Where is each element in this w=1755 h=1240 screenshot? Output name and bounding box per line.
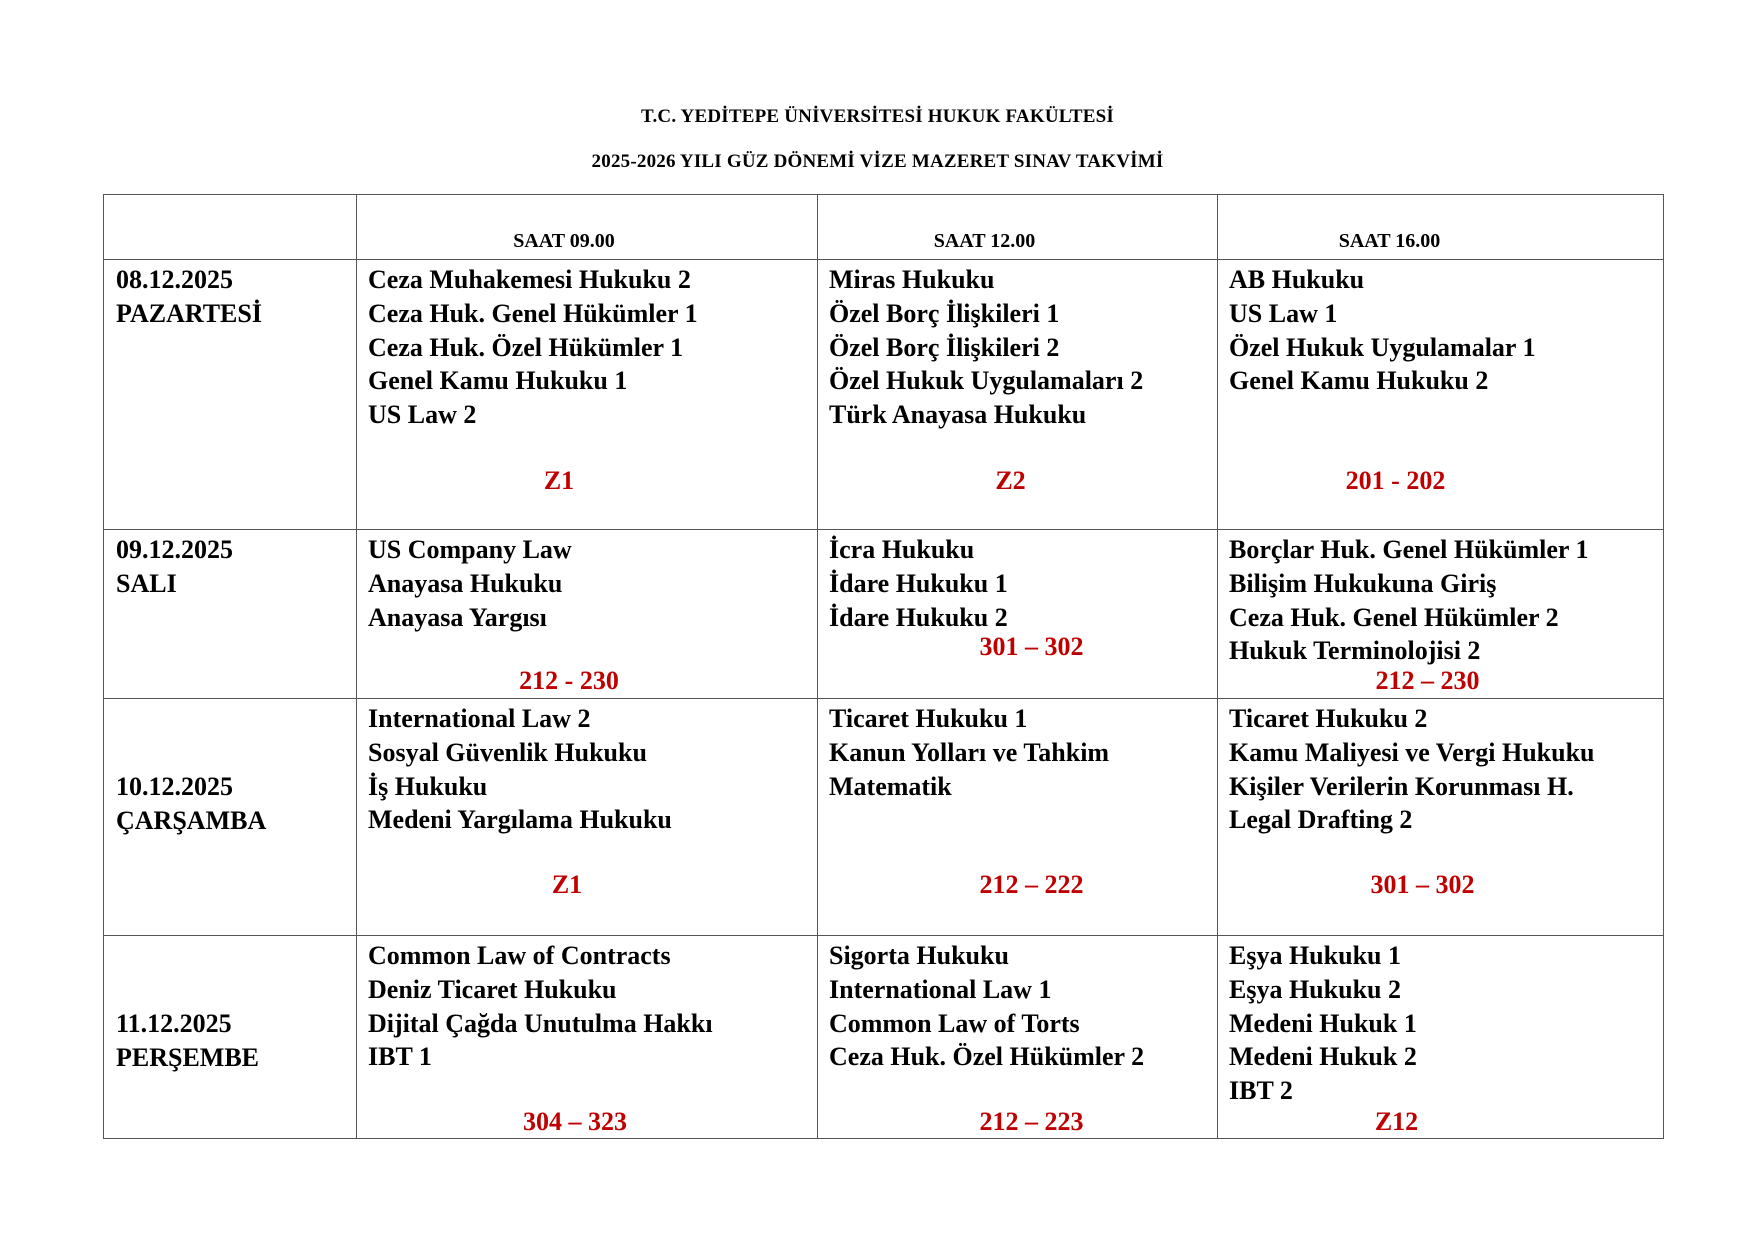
room-label: 212 - 230 xyxy=(519,666,619,695)
course-item: US Company Law xyxy=(368,535,572,564)
course-item: Özel Hukuk Uygulamaları 2 xyxy=(829,366,1144,396)
room-label: 212 – 222 xyxy=(979,870,1084,899)
day-weekday: PERŞEMBE xyxy=(116,1042,260,1072)
course-item: US Law 2 xyxy=(368,400,477,430)
course-item: Bilişim Hukukuna Giriş xyxy=(1229,568,1497,598)
course-item: Kanun Yolları ve Tahkim xyxy=(829,737,1110,767)
course-item: Deniz Ticaret Hukuku xyxy=(368,974,617,1004)
course-list xyxy=(1229,702,1663,837)
day-cell xyxy=(104,699,357,936)
course-item: Medeni Hukuk 1 xyxy=(1229,1008,1417,1038)
course-item: Özel Borç İlişkileri 1 xyxy=(829,298,1060,328)
exam-slot-cell xyxy=(1218,936,1664,1139)
course-item: IBT 2 xyxy=(1229,1076,1293,1106)
corner-cell xyxy=(104,195,357,260)
course-list xyxy=(368,702,817,837)
day-date: 11.12.2025 xyxy=(116,1009,232,1038)
course-list xyxy=(829,533,1217,634)
time-slot-header xyxy=(818,195,1218,260)
table-row xyxy=(104,260,1664,530)
exam-slot-cell xyxy=(1218,260,1664,530)
time-slot-header xyxy=(1218,195,1664,260)
course-item: Ticaret Hukuku 1 xyxy=(829,704,1028,733)
room-label: Z2 xyxy=(995,466,1026,495)
course-item: Genel Kamu Hukuku 1 xyxy=(368,366,628,396)
exam-slot-cell xyxy=(818,936,1218,1139)
exam-slot-cell xyxy=(818,530,1218,699)
day-weekday: ÇARŞAMBA xyxy=(116,805,267,835)
time-slot-label: SAAT 09.00 xyxy=(513,230,615,252)
course-item: İcra Hukuku xyxy=(829,535,975,564)
course-list xyxy=(368,533,817,634)
day-date: 10.12.2025 xyxy=(116,772,233,801)
course-item: Common Law of Contracts xyxy=(368,941,671,970)
course-item: Matematik xyxy=(829,771,952,801)
table-row xyxy=(104,936,1664,1139)
table-row xyxy=(104,699,1664,936)
room-label: 212 – 223 xyxy=(979,1107,1084,1136)
exam-schedule-table xyxy=(103,194,1664,1139)
course-item: Türk Anayasa Hukuku xyxy=(829,400,1087,430)
course-list xyxy=(1229,939,1663,1108)
course-item: Miras Hukuku xyxy=(829,265,995,294)
course-item: Hukuk Terminolojisi 2 xyxy=(1229,636,1481,666)
course-item: İdare Hukuku 1 xyxy=(829,568,1008,598)
room-label: 301 – 302 xyxy=(979,632,1084,661)
day-date: 09.12.2025 xyxy=(116,535,233,564)
course-list xyxy=(829,939,1217,1074)
course-item: Anayasa Yargısı xyxy=(368,602,547,632)
course-item: Ceza Huk. Genel Hükümler 1 xyxy=(368,298,698,328)
room-label: Z1 xyxy=(543,466,575,495)
room-label: 201 - 202 xyxy=(1345,466,1446,495)
course-item: Legal Drafting 2 xyxy=(1229,805,1413,835)
day-cell xyxy=(104,936,357,1139)
course-item: Ticaret Hukuku 2 xyxy=(1229,704,1428,733)
exam-slot-cell xyxy=(357,260,818,530)
course-list xyxy=(1229,533,1663,668)
course-list xyxy=(829,263,1217,432)
course-item: Borçlar Huk. Genel Hükümler 1 xyxy=(1229,535,1589,564)
course-item: Ceza Huk. Özel Hükümler 2 xyxy=(829,1042,1145,1072)
course-list xyxy=(1229,263,1663,398)
course-item: International Law 2 xyxy=(368,704,591,733)
course-item: Ceza Huk. Genel Hükümler 2 xyxy=(1229,602,1559,632)
exam-slot-cell xyxy=(1218,699,1664,936)
exam-slot-cell xyxy=(357,699,818,936)
course-item: Sosyal Güvenlik Hukuku xyxy=(368,737,647,767)
room-label: Z12 xyxy=(1374,1107,1419,1136)
day-cell xyxy=(104,260,357,530)
course-item: International Law 1 xyxy=(829,974,1052,1004)
header-row xyxy=(104,195,1664,260)
day-weekday: SALI xyxy=(116,568,177,598)
exam-slot-cell xyxy=(357,530,818,699)
course-item: Kamu Maliyesi ve Vergi Hukuku xyxy=(1229,737,1595,767)
course-item: AB Hukuku xyxy=(1229,265,1365,294)
course-list xyxy=(368,263,817,432)
course-item: Genel Kamu Hukuku 2 xyxy=(1229,366,1489,396)
course-list xyxy=(368,939,817,1074)
course-item: Common Law of Torts xyxy=(829,1008,1080,1038)
exam-slot-cell xyxy=(1218,530,1664,699)
course-item: Medeni Yargılama Hukuku xyxy=(368,805,672,835)
course-item: US Law 1 xyxy=(1229,298,1338,328)
exam-slot-cell xyxy=(357,936,818,1139)
course-item: İdare Hukuku 2 xyxy=(829,602,1008,632)
course-item: İş Hukuku xyxy=(368,771,488,801)
course-list xyxy=(829,702,1217,803)
course-item: Anayasa Hukuku xyxy=(368,568,563,598)
course-item: Kişiler Verilerin Korunması H. xyxy=(1229,771,1574,801)
day-date: 08.12.2025 xyxy=(116,265,233,294)
course-item: Özel Hukuk Uygulamalar 1 xyxy=(1229,332,1536,362)
course-item: Medeni Hukuk 2 xyxy=(1229,1042,1417,1072)
course-item: Eşya Hukuku 2 xyxy=(1229,974,1401,1004)
course-item: Eşya Hukuku 1 xyxy=(1229,941,1401,970)
time-slot-header xyxy=(357,195,818,260)
room-label: 301 – 302 xyxy=(1370,870,1475,899)
course-item: Özel Borç İlişkileri 2 xyxy=(829,332,1060,362)
course-item: Ceza Huk. Özel Hükümler 1 xyxy=(368,332,684,362)
room-label: 304 – 323 xyxy=(523,1107,627,1136)
course-item: Sigorta Hukuku xyxy=(829,941,1009,970)
time-slot-label: SAAT 16.00 xyxy=(1338,230,1441,252)
exam-slot-cell xyxy=(818,260,1218,530)
exam-slot-cell xyxy=(818,699,1218,936)
document-subtitle: 2025-2026 YILI GÜZ DÖNEMİ VİZE MAZERET SINAV TAKVİMİ xyxy=(591,151,1164,172)
day-weekday: PAZARTESİ xyxy=(116,298,262,328)
room-label: 212 – 230 xyxy=(1375,666,1480,695)
room-label: Z1 xyxy=(551,870,583,899)
time-slot-label: SAAT 12.00 xyxy=(933,230,1036,252)
course-item: Dijital Çağda Unutulma Hakkı xyxy=(368,1008,713,1038)
course-item: IBT 1 xyxy=(368,1042,432,1072)
day-cell xyxy=(104,530,357,699)
table-row xyxy=(104,530,1664,699)
document-title: T.C. YEDİTEPE ÜNİVERSİTESİ HUKUK FAKÜLTESİ xyxy=(641,106,1114,127)
course-item: Ceza Muhakemesi Hukuku 2 xyxy=(368,265,691,294)
